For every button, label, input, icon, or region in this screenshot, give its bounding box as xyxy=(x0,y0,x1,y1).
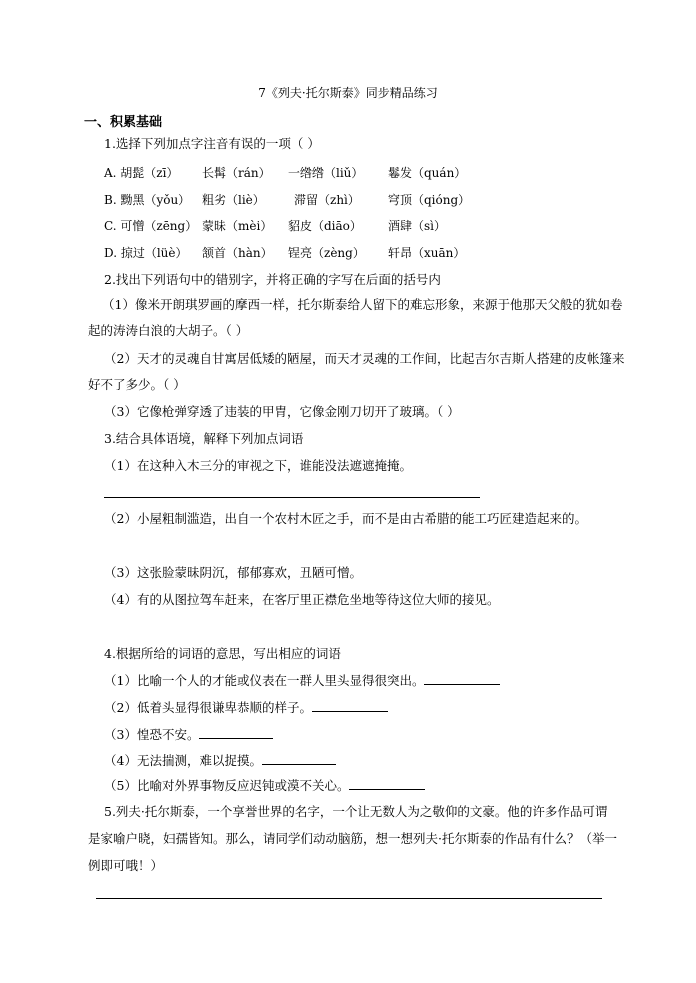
q3-stem: 3.结合具体语境，解释下列加点词语 xyxy=(104,431,304,446)
q4-item-4 xyxy=(104,752,336,769)
q3-sentence-2: （2）小屋粗制滥造，出自一个农村木匠之手，而不是由古希腊的能工巧匠建造起来的。 xyxy=(104,511,587,526)
q1-stem: 1.选择下列加点字注音有误的一项（ ） xyxy=(104,136,320,151)
q4-answer-blank-3[interactable] xyxy=(199,726,273,739)
q1-option-b3: 滞留（zhì） xyxy=(294,193,360,207)
q1-option-d3: 锃亮（zèng） xyxy=(288,246,365,260)
q2-sentence-1a: （1）像米开朗琪罗画的摩西一样，托尔斯泰给人留下的难忘形象，来源于他那天父般的犹如卷 xyxy=(102,297,623,312)
section-heading: 一、积累基础 xyxy=(84,115,163,130)
q1-option-d2: 颔首（hàn） xyxy=(202,246,273,260)
q4-answer-blank-2[interactable] xyxy=(312,699,388,712)
q4-item-3 xyxy=(104,726,273,743)
q4-item-2 xyxy=(104,699,388,716)
q1-option-c2: 蒙昧（mèi） xyxy=(202,219,273,233)
q4-item-4-text: （4）无法揣测，难以捉摸。 xyxy=(104,753,262,768)
q4-stem: 4.根据所给的词语的意思，写出相应的词语 xyxy=(104,646,341,661)
q1-option-d1: D. 掠过（lüè） xyxy=(104,246,188,260)
q4-item-1-text: （1）比喻一个人的才能或仪表在一群人里头显得很突出。 xyxy=(104,673,425,688)
q4-answer-blank-5[interactable] xyxy=(349,777,425,790)
q4-item-2-text: （2）低着头显得很谦卑恭顺的样子。 xyxy=(104,700,312,715)
q1-option-c3: 貂皮（diāo） xyxy=(288,219,362,233)
q1-option-b1: B. 黝黑（yǒu） xyxy=(104,193,191,207)
q4-item-1 xyxy=(104,672,500,689)
q4-answer-blank-4[interactable] xyxy=(262,752,336,765)
q4-answer-blank-1[interactable] xyxy=(424,672,500,685)
q1-option-a1: A. 胡髭（zī） xyxy=(104,166,179,180)
q2-sentence-1b: 起的涛涛白浪的大胡子。（ ） xyxy=(88,323,249,338)
page-title: 7《列夫·托尔斯泰》同步精品练习 xyxy=(258,86,438,100)
q1-option-c4: 酒肆（sì） xyxy=(388,219,446,233)
q1-option-b2: 粗劣（liè） xyxy=(202,193,265,207)
q5-line-3: 例即可哦！） xyxy=(88,858,164,873)
q3-answer-line xyxy=(104,497,480,498)
q5-line-2: 是家喻户晓，妇孺皆知。那么，请同学们动动脑筋，想一想列夫·托尔斯泰的作品有什么？（举一 xyxy=(88,831,617,846)
q2-sentence-2a: （2）天才的灵魂自甘寓居低矮的陋屋，而天才灵魂的工作间，比起吉尔吉斯人搭建的皮帐篷来 xyxy=(104,351,625,366)
q1-option-a2: 长髯（rán） xyxy=(202,166,271,180)
q3-sentence-1: （1）在这种入木三分的审视之下，谁能没法遮遮掩掩。 xyxy=(104,458,412,473)
q1-option-b4: 穹顶（qióng） xyxy=(388,193,471,207)
q1-option-c1: C. 可憎（zēng） xyxy=(104,219,198,233)
q4-item-3-text: （3）惶恐不安。 xyxy=(104,727,200,742)
q1-option-d4: 轩昂（xuān） xyxy=(388,246,466,260)
q1-option-a3: 一绺绺（liǔ） xyxy=(288,166,364,180)
q3-sentence-4: （4）有的从图拉驾车赶来，在客厅里正襟危坐地等待这位大师的接见。 xyxy=(104,592,500,607)
q4-item-5 xyxy=(104,777,425,794)
q4-item-5-text: （5）比喻对外界事物反应迟钝或漠不关心。 xyxy=(104,778,350,793)
q3-sentence-3: （3）这张脸蒙昧阴沉，郁郁寡欢，丑陋可憎。 xyxy=(104,565,362,580)
q2-stem: 2.找出下列语句中的错别字，并将正确的字写在后面的括号内 xyxy=(104,272,441,287)
q2-sentence-3: （3）它像枪弹穿透了违装的甲胄，它像金刚刀切开了玻璃。（ ） xyxy=(104,404,460,419)
q5-line-1: 5.列夫·托尔斯泰，一个享誉世界的名字，一个让无数人为之敬仰的文豪。他的许多作品可谓 xyxy=(104,804,608,819)
q5-answer-line xyxy=(96,898,602,899)
q2-sentence-2b: 好不了多少。（ ） xyxy=(88,377,186,392)
q1-option-a4: 鬈发（quán） xyxy=(388,166,467,180)
